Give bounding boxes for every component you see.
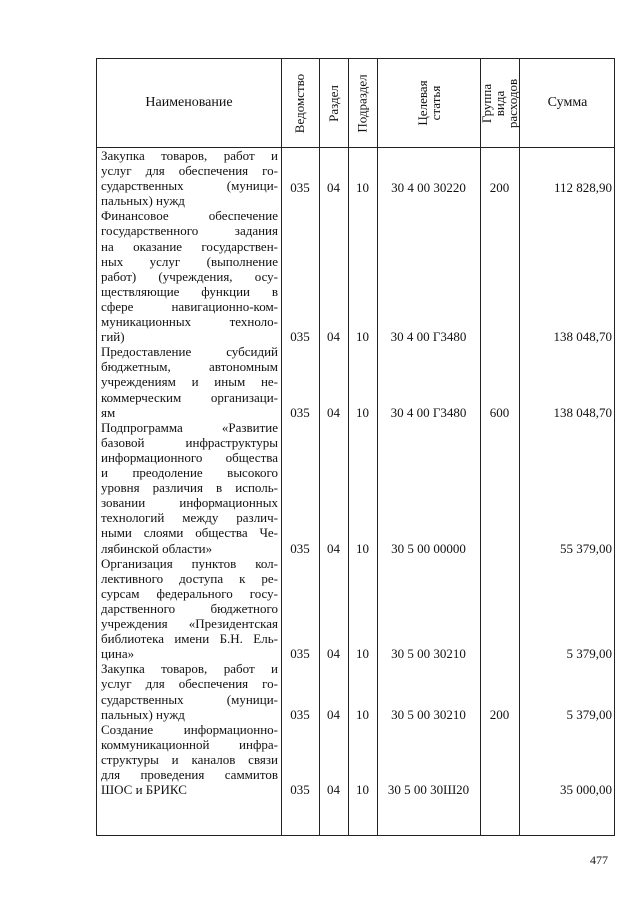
- row-razdel: 04: [327, 706, 340, 722]
- row-name-line: лективного доступа к ре-: [101, 570, 278, 586]
- header-vedomstvo-label: Ведомство: [292, 73, 308, 133]
- row-name-line: коммерческим организаци-: [101, 389, 278, 405]
- header-gruppa-label: Группа вида расходов: [479, 78, 520, 128]
- row-name-line: дарственного бюджетного: [101, 600, 278, 616]
- row-name-line: учреждения «Президентская: [101, 616, 278, 632]
- row-name-line: пальных) нужд: [101, 193, 185, 209]
- row-razdel: 04: [327, 782, 340, 798]
- row-celevaya: 30 4 00 30220: [391, 180, 466, 196]
- row-name-line: информационного общества: [101, 449, 278, 465]
- row-summa: 138 048,70: [553, 329, 612, 345]
- row-summa: 5 379,00: [566, 706, 612, 722]
- row-summa: 35 000,00: [560, 782, 612, 798]
- row-name: [101, 661, 278, 721]
- row-name-line: структуры и каналов связи: [101, 751, 278, 767]
- row-name-line: услуг для обеспечения го-: [101, 163, 278, 179]
- row-name-line: базовой инфраструктуры: [101, 434, 278, 450]
- row-name-line: технологий между различ-: [101, 510, 278, 526]
- row-razdel: 04: [327, 180, 340, 196]
- row-name-line: муникационных техноло-: [101, 314, 278, 330]
- row-razdel: 04: [327, 540, 340, 556]
- header-celevaya: [377, 59, 480, 147]
- row-name-line: библиотека имени Б.Н. Ель-: [101, 631, 278, 647]
- row-name-line: работ) (учреждения, осу-: [101, 268, 278, 284]
- row-name: [101, 722, 278, 797]
- row-summa: 55 379,00: [560, 540, 612, 556]
- row-name-line: сурсам федерального госу-: [101, 585, 278, 601]
- row-name-line: Подпрограмма «Развитие: [101, 419, 278, 435]
- row-gruppa: 600: [489, 404, 510, 420]
- row-name-line: ям: [101, 404, 116, 420]
- row-summa: 138 048,70: [553, 404, 612, 420]
- row-podrazdel: 10: [356, 404, 369, 420]
- row-vedomstvo: 035: [290, 540, 310, 556]
- row-name-line: государственного задания: [101, 223, 278, 239]
- row-gruppa: 200: [489, 706, 510, 722]
- row-name: [101, 148, 278, 208]
- row-name: [101, 344, 278, 419]
- row-name-line: уровня различия в исполь-: [101, 480, 278, 496]
- row-name-line: гий): [101, 329, 125, 345]
- header-podrazdel: [348, 59, 377, 147]
- row-vedomstvo: 035: [290, 782, 310, 798]
- row-vedomstvo: 035: [290, 329, 310, 345]
- header-podrazdel-label: Подраздел: [355, 73, 371, 133]
- row-podrazdel: 10: [356, 646, 369, 662]
- row-name-line: ществляющие функции в: [101, 283, 278, 299]
- row-name-line: коммуникационной инфра-: [101, 736, 278, 752]
- row-name-line: сударственных (муници-: [101, 691, 278, 707]
- row-name-line: пальных) нужд: [101, 706, 185, 722]
- header-gruppa: [480, 59, 519, 147]
- row-name-line: Финансовое обеспечение: [101, 208, 278, 224]
- row-name-line: Закупка товаров, работ и: [101, 661, 278, 677]
- header-razdel-label: Раздел: [326, 84, 341, 122]
- header-name: Наименование: [145, 95, 233, 110]
- row-name-line: сфере навигационно-ком-: [101, 298, 278, 314]
- row-razdel: 04: [327, 404, 340, 420]
- row-name-line: ных услуг (выполнение: [101, 253, 278, 269]
- row-name: [101, 556, 278, 662]
- header-vedomstvo: [281, 59, 319, 147]
- row-name: [101, 420, 278, 556]
- row-name-line: для проведения саммитов: [101, 767, 278, 783]
- row-celevaya: 30 5 00 00000: [391, 540, 466, 556]
- row-celevaya: 30 4 00 Г3480: [390, 329, 467, 345]
- row-name-line: зовании информационных: [101, 495, 278, 511]
- row-celevaya: 30 5 00 30210: [391, 706, 466, 722]
- header-summa: Сумма: [547, 95, 588, 110]
- row-podrazdel: 10: [356, 540, 369, 556]
- row-podrazdel: 10: [356, 180, 369, 196]
- row-name-line: лябинской области»: [101, 540, 213, 556]
- row-summa: 5 379,00: [566, 646, 612, 662]
- row-vedomstvo: 035: [290, 706, 310, 722]
- row-name-line: Закупка товаров, работ и: [101, 148, 278, 163]
- row-celevaya: 30 5 00 30Ш20: [387, 782, 470, 798]
- row-podrazdel: 10: [356, 782, 369, 798]
- row-vedomstvo: 035: [290, 180, 310, 196]
- budget-table: [96, 58, 615, 836]
- row-name-line: Предоставление субсидий: [101, 344, 278, 360]
- row-gruppa: 200: [489, 180, 510, 196]
- row-celevaya: 30 4 00 Г3480: [390, 404, 467, 420]
- row-name-line: Организация пунктов кол-: [101, 555, 278, 571]
- header-celevaya-label: Целевая статья: [414, 80, 443, 126]
- row-razdel: 04: [327, 329, 340, 345]
- row-name-line: и преодоление высокого: [101, 465, 278, 481]
- row-razdel: 04: [327, 646, 340, 662]
- row-podrazdel: 10: [356, 706, 369, 722]
- row-vedomstvo: 035: [290, 646, 310, 662]
- row-name-line: на оказание государствен-: [101, 238, 278, 254]
- row-name-line: учреждениям и иным не-: [101, 374, 278, 390]
- row-summa: 112 828,90: [553, 180, 612, 196]
- row-name-line: цина»: [101, 646, 135, 662]
- row-vedomstvo: 035: [290, 404, 310, 420]
- header-razdel: [319, 59, 348, 147]
- row-name-line: ШОС и БРИКС: [101, 782, 187, 798]
- row-name-line: услуг для обеспечения го-: [101, 676, 278, 692]
- row-name-line: бюджетным, автономным: [101, 359, 278, 375]
- row-name: [101, 208, 278, 344]
- row-celevaya: 30 5 00 30210: [391, 646, 466, 662]
- row-name-line: ными слоями общества Че-: [101, 525, 278, 541]
- row-podrazdel: 10: [356, 329, 369, 345]
- page-number: 477: [590, 853, 608, 867]
- row-name-line: Создание информационно-: [101, 721, 278, 737]
- row-name-line: сударственных (муници-: [101, 178, 278, 194]
